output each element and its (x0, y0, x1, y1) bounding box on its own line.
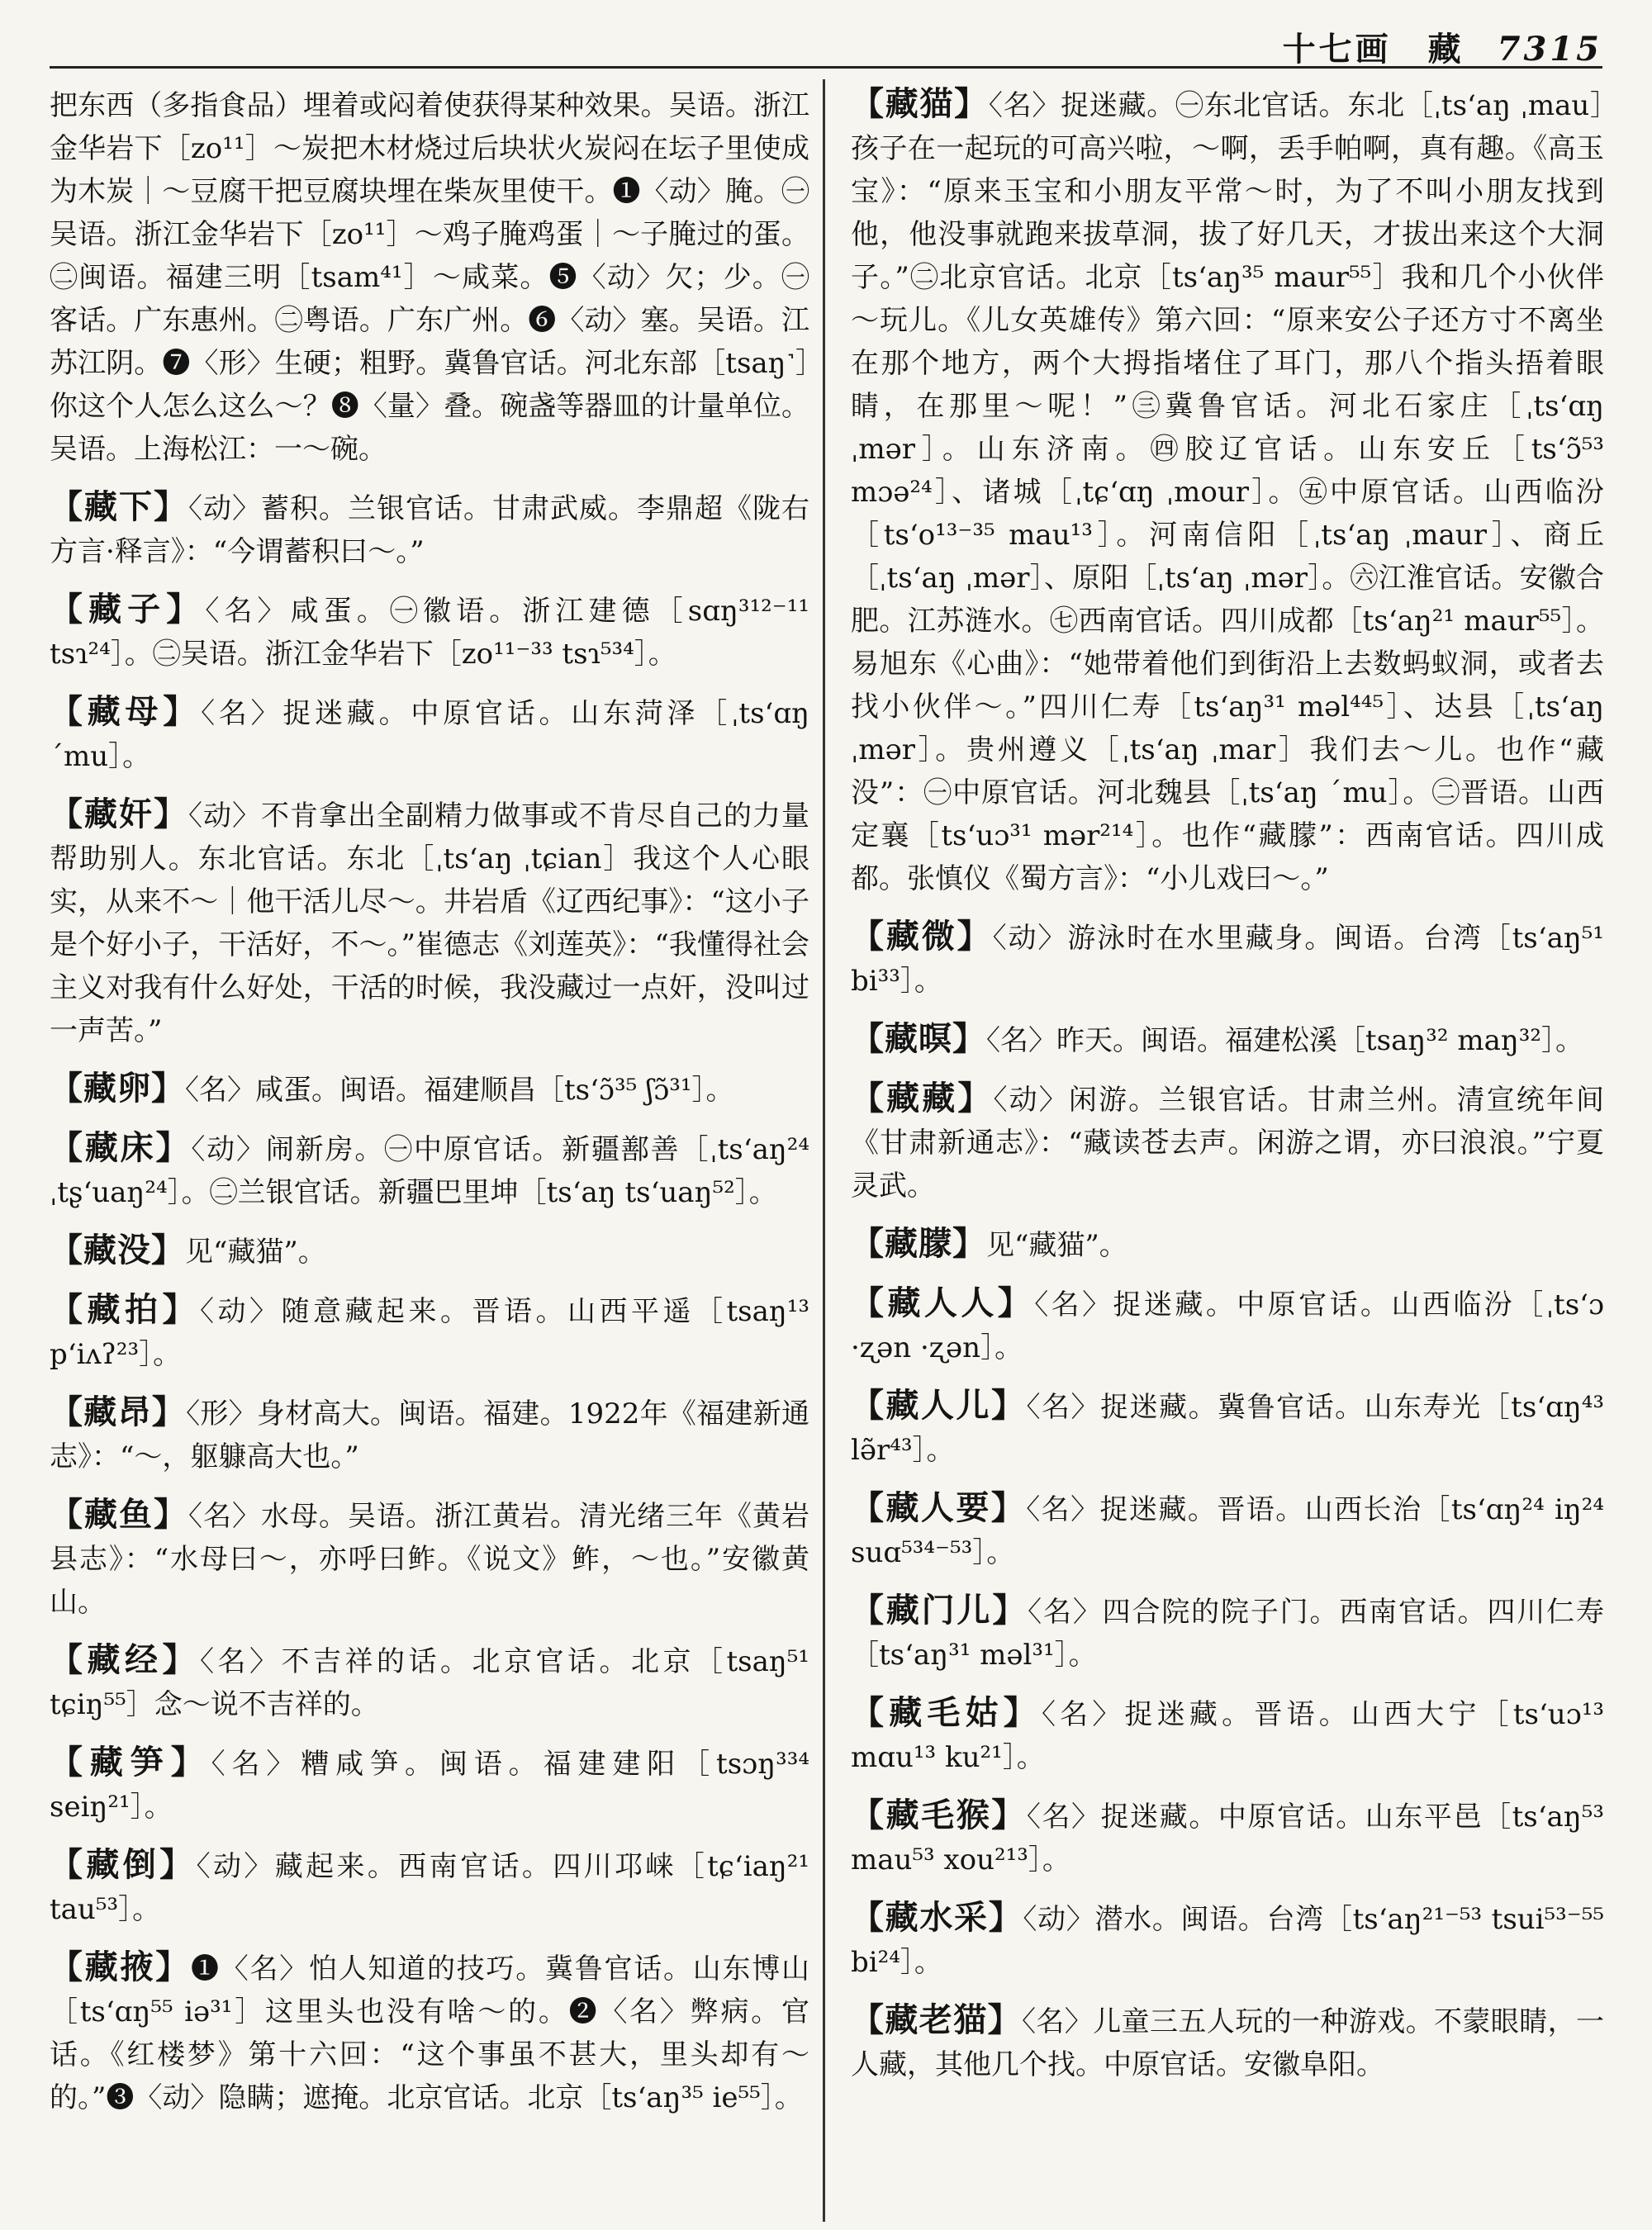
dictionary-entry (851, 1999, 1604, 2086)
entry-headword: 【藏倒】 (50, 1845, 197, 1884)
dictionary-entry (50, 486, 809, 573)
column-divider (823, 79, 825, 2222)
entry-headword: 【藏下】 (50, 487, 188, 526)
entry-headword: 【藏人要】 (851, 1488, 1027, 1527)
entry-text: 〈名〉捉迷藏。中原官话。山东平邑［tsʻaŋ⁵³ mau⁵³ xou²¹³］。 (851, 1801, 1604, 1877)
entry-headword: 【藏奸】 (50, 795, 188, 833)
entry-headword: 【藏子】 (50, 590, 206, 629)
entry-headword: 【藏拍】 (50, 1290, 200, 1329)
entry-headword: 【藏人儿】 (851, 1386, 1027, 1425)
entry-text: 〈名〉捉迷藏。㊀东北官话。东北［ˌtsʻaŋ ˌmau］孩子在一起玩的可高兴啦，～啊，丢手帕啊，真有趣。《高玉宝》：“原来玉宝和小朋友平常～时，为了不叫小朋友找到他，他没事就跑来拔草洞，拔了好几天，才拔出来这个大洞子。”㊁北京官话。北京［tsʻaŋ³⁵ maur⁵⁵］我和几个小伙伴～玩儿。《儿女英雄传》第六回：“原来安公子还方寸不离坐在那个地方，两个大拇指堵住了耳门，那八个指头捂着眼睛，在那里～呢！”㊂冀鲁官话。河北石家庄［ˌtsʻɑŋ ˌmər］。山东济南。㊃胶辽官话。山东安丘［tsʻɔ̃⁵³ mɔə²⁴］、诸城［ˌtɕʻɑŋ ˌmour］。㊄中原官话。山西临汾［tsʻo¹³⁻³⁵ mau¹³］。河南信阳［ˌtsʻaŋ ˌmaur］、商丘［ˌtsʻaŋ ˌmər］、原阳［ˌtsʻaŋ ˌmər］。㊅江淮官话。安徽合肥。江苏涟水。㊆西南官话。四川成都［tsʻaŋ²¹ maur⁵⁵］。易旭东《心曲》：“她带着他们到街沿上去数蚂蚁洞，或者去找小伙伴～。”四川仁寿［tsʻaŋ³¹ məl⁴⁴⁵］、达县［ˌtsʻaŋ ˌmər］。贵州遵义［ˌtsʻaŋ ˌmar］我们去～儿。也作“藏没”：㊀中原官话。河北魏县［ˌtsʻaŋ ˊmu］。㊁晋语。山西定襄［tsʻuɔ³¹ mər²¹⁴］。也作“藏朦”：西南官话。四川成都。张慎仪《蜀方言》：“小儿戏曰～。” (851, 89, 1604, 895)
entry-text: 〈动〉不肯拿出全副精力做事或不肯尽自己的力量帮助别人。东北官话。东北［ˌtsʻaŋ ˌtɕian］我这个人心眼实，从来不～｜他干活儿尽～。井岩盾《辽西纪事》：“这小子是个好小子，干活好，不～。”崔德志《刘莲英》：“我懂得社会主义对我有什么好处，干活的时候，我没藏过一点奸，没叫过一声苦。” (50, 799, 809, 1047)
entry-text: 〈动〉潜水。闽语。台湾［tsʻaŋ²¹⁻⁵³ tsui⁵³⁻⁵⁵ bi²⁴］。 (851, 1903, 1604, 1979)
dictionary-entry (50, 793, 809, 1052)
entry-text: 见“藏猫”。 (185, 1236, 326, 1269)
dictionary-entry (50, 690, 809, 778)
dictionary-entry (851, 1589, 1604, 1677)
dictionary-entry (851, 1794, 1604, 1881)
page-header (50, 23, 1602, 69)
entry-text: 〈名〉捉迷藏。晋语。山西大宁［tsʻuɔ¹³ mɑu¹³ ku²¹］。 (851, 1698, 1604, 1774)
entry-text: 〈名〉昨天。闽语。福建松溪［tsaŋ³² maŋ³²］。 (986, 1024, 1584, 1057)
dictionary-entry (50, 1946, 809, 2119)
dictionary-entry (50, 1741, 809, 1829)
entry-headword: 【藏门儿】 (851, 1591, 1028, 1630)
dictionary-entry (851, 1222, 1604, 1267)
entry-headword: 【藏经】 (50, 1640, 200, 1679)
left-column (50, 83, 809, 2213)
dictionary-entry (50, 1843, 809, 1931)
page-number: 7315 (1497, 30, 1602, 69)
entry-headword: 【藏人人】 (851, 1283, 1035, 1322)
entry-headword: 【藏暝】 (851, 1019, 986, 1058)
dictionary-entry (50, 1288, 809, 1376)
entry-headword: 【藏微】 (851, 917, 993, 956)
dictionary-entry (851, 1487, 1604, 1574)
entry-headword: 【藏笋】 (50, 1743, 211, 1782)
dictionary-entry (50, 1391, 809, 1478)
right-column (851, 83, 1604, 2213)
entry-headword: 【藏毛姑】 (851, 1693, 1042, 1732)
entry-text: 〈名〉捉迷藏。冀鲁官话。山东寿光［tsʻɑŋ⁴³ lə̃r⁴³］。 (851, 1391, 1604, 1467)
entry-text: 〈名〉不吉祥的话。北京官话。北京［tsaŋ⁵¹ tɕiŋ⁵⁵］念～说不吉祥的。 (50, 1645, 809, 1721)
running-head: 十七画 藏 (1282, 30, 1464, 69)
dictionary-entry (851, 1018, 1604, 1062)
entry-text: 〈动〉闲游。兰银官话。甘肃兰州。清宣统年间《甘肃新通志》：“藏读苍去声。闲游之谓，亦曰浪浪。”宁夏灵武。 (851, 1084, 1604, 1203)
entry-text: 〈名〉糟咸笋。闽语。福建建阳［tsɔŋ³³⁴ seiŋ²¹］。 (50, 1748, 809, 1824)
entry-text: 〈形〉身材高大。闽语。福建。1922年《福建新通志》：“～，躯躿高大也。” (50, 1397, 809, 1473)
dictionary-entry (50, 83, 809, 471)
entry-text: 〈名〉捉迷藏。晋语。山西长治［tsʻɑŋ²⁴ iŋ²⁴ suɑ⁵³⁴⁻⁵³］。 (851, 1493, 1604, 1569)
dictionary-entry (851, 1691, 1604, 1779)
entry-text: 〈动〉随意藏起来。晋语。山西平遥［tsaŋ¹³ pʻiʌʔ²³］。 (50, 1295, 809, 1371)
entry-text: 把东西（多指食品）埋着或闷着使获得某种效果。吴语。浙江金华岩下［zo¹¹］～炭把木材烧过后块状火炭闷在坛子里使成为木炭｜～豆腐干把豆腐块埋在柴灰里使干。❶〈动〉腌。㊀吴语。浙江金华岩下［zo¹¹］～鸡子腌鸡蛋｜～子腌过的蛋。㊁闽语。福建三明［tsam⁴¹］～咸菜。❺〈动〉欠；少。㊀客话。广东惠州。㊁粤语。广东广州。❻〈动〉塞。吴语。江苏江阴。❼〈形〉生硬；粗野。冀鲁官话。河北东部［tsaŋ˺］你这个人怎么这么～？❽〈量〉叠。碗盏等器皿的计量单位。吴语。上海松江：一～碗。 (50, 89, 809, 466)
dictionary-entry (851, 1282, 1604, 1369)
entry-text: 见“藏猫”。 (986, 1229, 1127, 1262)
entry-text: 〈动〉闹新房。㊀中原官话。新疆鄯善［ˌtsʻaŋ²⁴ ˌtʂʻuaŋ²⁴］。㊁兰银官话。新疆巴里坤［tsʻaŋ tsʻuaŋ⁵²］。 (50, 1133, 809, 1209)
dictionary-entry (851, 1896, 1604, 1984)
entry-text: 〈名〉捉迷藏。中原官话。山东菏泽［ˌtsʻɑŋ ˊmu］。 (50, 697, 809, 773)
entry-text: 〈动〉游泳时在水里藏身。闽语。台湾［tsʻaŋ⁵¹ bi³³］。 (851, 922, 1604, 998)
dictionary-entry (50, 1229, 809, 1274)
entry-headword: 【藏老猫】 (851, 2000, 1022, 2039)
dictionary-entry (50, 1639, 809, 1726)
entry-headword: 【藏昂】 (50, 1393, 187, 1431)
dictionary-entry (50, 1493, 809, 1624)
entry-text: ❶〈名〉怕人知道的技巧。冀鲁官话。山东博山［tsʻɑŋ⁵⁵ iə³¹］这里头也没有啥～的。❷〈名〉弊病。官话。《红楼梦》第十六回：“这个事虽不甚大，里头却有～的。”❸〈动〉隐瞒；遮掩。北京官话。北京［tsʻaŋ³⁵ ie⁵⁵］。 (50, 1952, 809, 2114)
entry-text: 〈名〉四合院的院子门。西南官话。四川仁寿［tsʻaŋ³¹ məl³¹］。 (851, 1596, 1604, 1672)
entry-text: 〈名〉儿童三五人玩的一种游戏。不蒙眼睛，一人藏，其他几个找。中原官话。安徽阜阳。 (851, 2005, 1604, 2081)
entry-headword: 【藏床】 (50, 1128, 192, 1167)
entry-headword: 【藏母】 (50, 692, 202, 731)
dictionary-entry (851, 915, 1604, 1003)
entry-headword: 【藏猫】 (851, 84, 989, 123)
entry-text: 〈名〉咸蛋。闽语。福建顺昌［tsʻɔ̃³⁵ ʃɔ̃³¹］。 (185, 1074, 734, 1107)
entry-headword: 【藏鱼】 (50, 1495, 188, 1534)
entry-text: 〈名〉咸蛋。㊀徽语。浙江建德［sɑŋ³¹²⁻¹¹ tsɿ²⁴］。㊁吴语。浙江金华岩下［zo¹¹⁻³³ tsɿ⁵³⁴］。 (50, 595, 809, 671)
entry-headword: 【藏水采】 (851, 1898, 1023, 1937)
entry-text: 〈名〉水母。吴语。浙江黄岩。清光绪三年《黄岩县志》：“水母曰～，亦呼曰鲊。《说文》鲊，～也。”安徽黄山。 (50, 1500, 809, 1619)
entry-headword: 【藏毛猴】 (851, 1796, 1027, 1834)
entry-text: 〈动〉蓄积。兰银官话。甘肃武威。李鼎超《陇右方言·释言》：“今谓蓄积曰～。” (50, 492, 809, 568)
entry-headword: 【藏没】 (50, 1231, 185, 1269)
entry-headword: 【藏藏】 (851, 1079, 994, 1117)
dictionary-entry (851, 1077, 1604, 1208)
dictionary-entry (50, 1127, 809, 1214)
entry-text: 〈动〉藏起来。西南官话。四川邛崃［tɕʻiaŋ²¹ tau⁵³］。 (50, 1850, 809, 1926)
dictionary-entry (851, 1384, 1604, 1472)
entry-headword: 【藏掖】 (50, 1948, 191, 1986)
entry-headword: 【藏卵】 (50, 1069, 185, 1108)
entry-text: 〈名〉捉迷藏。中原官话。山西临汾［ˌtsʻɔ ·ʐən ·ʐən］。 (851, 1288, 1604, 1364)
entry-headword: 【藏朦】 (851, 1224, 986, 1263)
dictionary-entry (50, 1067, 809, 1112)
dictionary-entry (851, 83, 1604, 900)
dictionary-entry (50, 588, 809, 676)
